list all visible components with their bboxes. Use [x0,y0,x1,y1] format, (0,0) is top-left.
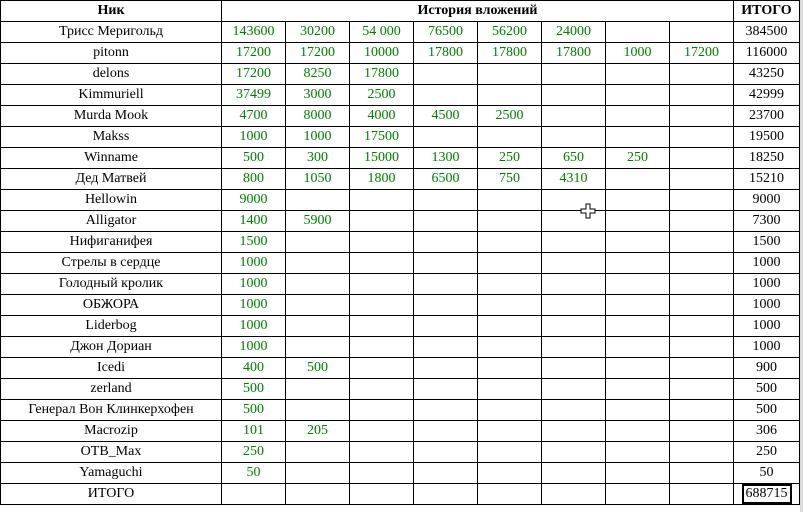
grand-total-value: 688715 [742,484,792,504]
row-total-cell[interactable]: 18250 [734,148,800,169]
investment-cell[interactable]: 205 [286,421,350,442]
nick-cell[interactable]: ОБЖОРА [1,295,222,316]
investment-cell[interactable] [606,64,670,85]
investment-cell[interactable]: 17800 [478,43,542,64]
investment-cell[interactable] [542,85,606,106]
investment-cell[interactable]: 54 000 [350,22,414,43]
investment-cell[interactable]: 1800 [350,169,414,190]
table-row [1,442,800,463]
investment-cell[interactable] [350,316,414,337]
investment-cell[interactable] [414,358,478,379]
row-total-cell[interactable]: 9000 [734,190,800,211]
investment-cell[interactable]: 1000 [222,337,286,358]
investment-cell[interactable]: 1000 [606,43,670,64]
row-total-cell[interactable]: 500 [734,379,800,400]
investment-cell[interactable] [478,463,542,484]
nick-cell[interactable]: Yamaguchi [1,463,222,484]
investment-cell[interactable] [414,127,478,148]
table-row [1,148,800,169]
nick-cell[interactable]: Джон Дориан [1,337,222,358]
investment-cell[interactable]: 800 [222,169,286,190]
nick-cell[interactable]: Murda Mook [1,106,222,127]
investment-cell[interactable] [414,295,478,316]
nick-cell[interactable]: Дед Матвей [1,169,222,190]
investment-cell[interactable] [286,400,350,421]
investment-cell[interactable] [286,316,350,337]
investment-cell[interactable]: 101 [222,421,286,442]
investment-cell[interactable]: 5900 [286,211,350,232]
investment-cell[interactable] [670,463,734,484]
plus-cross-cursor-icon [580,203,596,219]
row-total-cell[interactable]: 1000 [734,295,800,316]
investment-cell[interactable] [670,85,734,106]
investment-cell[interactable] [350,421,414,442]
investment-cell[interactable] [670,274,734,295]
empty-cell[interactable] [478,484,542,505]
investment-cell[interactable] [414,379,478,400]
row-total-cell[interactable]: 384500 [734,22,800,43]
nick-cell[interactable]: Голодный кролик [1,274,222,295]
investment-cell[interactable]: 17200 [222,64,286,85]
investment-cell[interactable] [670,148,734,169]
nick-cell[interactable]: Нифиганифея [1,232,222,253]
investment-cell[interactable] [350,463,414,484]
investment-cell[interactable] [670,64,734,85]
investment-cell[interactable] [670,295,734,316]
empty-cell[interactable] [606,484,670,505]
investment-cell[interactable] [414,253,478,274]
investment-cell[interactable] [478,358,542,379]
investment-cell[interactable] [542,358,606,379]
table-row [1,64,800,85]
row-total-cell[interactable]: 1000 [734,316,800,337]
investment-cell[interactable]: 6500 [414,169,478,190]
table-row [1,421,800,442]
investment-cell[interactable]: 1300 [414,148,478,169]
investment-cell[interactable]: 17800 [414,43,478,64]
investment-cell[interactable] [606,379,670,400]
investment-cell[interactable] [414,463,478,484]
investment-cell[interactable] [478,232,542,253]
investment-cell[interactable] [606,421,670,442]
investment-cell[interactable] [670,379,734,400]
investment-cell[interactable]: 300 [286,148,350,169]
investment-cell[interactable]: 30200 [286,22,350,43]
investment-cell[interactable]: 500 [222,400,286,421]
investment-cell[interactable] [542,421,606,442]
table-row [1,169,800,190]
investment-cell[interactable] [670,211,734,232]
investment-cell[interactable]: 1000 [222,127,286,148]
row-total-cell[interactable]: 42999 [734,85,800,106]
investment-cell[interactable]: 37499 [222,85,286,106]
nick-cell[interactable]: Генерал Вон Клинкерхофен [1,400,222,421]
nick-cell[interactable]: Macrozip [1,421,222,442]
nick-cell[interactable]: OTB_Max [1,442,222,463]
investment-cell[interactable] [542,106,606,127]
investment-cell[interactable] [606,22,670,43]
nick-cell[interactable]: delons [1,64,222,85]
row-total-cell[interactable]: 1000 [734,253,800,274]
investment-cell[interactable] [670,337,734,358]
investment-cell[interactable] [542,295,606,316]
investment-cell[interactable]: 2500 [478,106,542,127]
investment-cell[interactable]: 250 [222,442,286,463]
investment-cell[interactable] [670,232,734,253]
table-row [1,358,800,379]
investment-cell[interactable]: 56200 [478,22,542,43]
investment-cell[interactable] [414,421,478,442]
investment-cell[interactable] [478,253,542,274]
table-row [1,85,800,106]
nick-cell[interactable]: Hellowin [1,190,222,211]
row-total-cell[interactable]: 1000 [734,337,800,358]
investment-cell[interactable]: 1000 [222,253,286,274]
investment-cell[interactable]: 4500 [414,106,478,127]
footer-row [1,484,800,505]
investment-cell[interactable] [670,106,734,127]
investment-cell[interactable]: 1500 [222,232,286,253]
investment-cell[interactable]: 9000 [222,190,286,211]
investment-cell[interactable]: 750 [478,169,542,190]
row-total-cell[interactable]: 250 [734,442,800,463]
investment-cell[interactable] [350,358,414,379]
investment-cell[interactable] [350,442,414,463]
investment-cell[interactable] [670,400,734,421]
investment-cell[interactable] [286,442,350,463]
investment-cell[interactable] [286,379,350,400]
header-nick[interactable]: Ник [1,1,222,22]
table-row [1,274,800,295]
investment-cell[interactable] [670,442,734,463]
row-total-cell[interactable]: 15210 [734,169,800,190]
investment-cell[interactable]: 24000 [542,22,606,43]
investment-cell[interactable] [542,442,606,463]
investment-cell[interactable]: 2500 [350,85,414,106]
investment-cell[interactable] [478,421,542,442]
investment-cell[interactable]: 500 [286,358,350,379]
investment-cell[interactable] [670,22,734,43]
investment-cell[interactable]: 250 [606,148,670,169]
investment-cell[interactable] [286,232,350,253]
investment-cell[interactable] [542,127,606,148]
investment-cell[interactable]: 1050 [286,169,350,190]
investment-cell[interactable] [606,85,670,106]
investment-cell[interactable] [478,442,542,463]
investment-cell[interactable]: 17200 [670,43,734,64]
investment-cell[interactable] [670,358,734,379]
investment-cell[interactable] [670,421,734,442]
nick-cell[interactable]: Трисс Меригольд [1,22,222,43]
header-row [1,1,800,22]
row-total-cell[interactable]: 19500 [734,127,800,148]
investment-cell[interactable]: 143600 [222,22,286,43]
table-row [1,337,800,358]
investment-cell[interactable] [414,64,478,85]
investment-cell[interactable]: 650 [542,148,606,169]
investment-cell[interactable] [542,463,606,484]
investment-cell[interactable] [350,190,414,211]
investment-cell[interactable]: 10000 [350,43,414,64]
investment-cell[interactable] [542,316,606,337]
investment-cell[interactable] [542,253,606,274]
investment-cell[interactable]: 500 [222,148,286,169]
investment-cell[interactable]: 1000 [222,316,286,337]
table-row [1,127,800,148]
investment-cell[interactable] [414,316,478,337]
grand-total-cell[interactable] [734,484,800,505]
investment-cell[interactable] [286,274,350,295]
investment-cell[interactable] [606,463,670,484]
investment-cell[interactable]: 4700 [222,106,286,127]
investment-cell[interactable]: 8000 [286,106,350,127]
footer-label[interactable]: ИТОГО [1,484,222,505]
nick-cell[interactable]: Kimmuriell [1,85,222,106]
investment-cell[interactable] [478,316,542,337]
investment-cell[interactable]: 15000 [350,148,414,169]
investment-cell[interactable] [606,400,670,421]
investment-cell[interactable] [542,232,606,253]
investment-cell[interactable] [542,379,606,400]
investment-cell[interactable]: 17800 [542,43,606,64]
investment-cell[interactable]: 4000 [350,106,414,127]
investment-cell[interactable] [670,316,734,337]
table-row [1,253,800,274]
header-history[interactable]: История вложений [222,1,734,22]
investment-cell[interactable] [606,358,670,379]
table-row [1,190,800,211]
nick-cell[interactable]: Стрелы в сердце [1,253,222,274]
investment-cell[interactable] [414,442,478,463]
investment-cell[interactable] [606,442,670,463]
investment-cell[interactable] [542,400,606,421]
investment-cell[interactable] [350,211,414,232]
investment-cell[interactable] [414,211,478,232]
nick-cell[interactable]: Makss [1,127,222,148]
investment-cell[interactable] [286,295,350,316]
investment-cell[interactable] [350,379,414,400]
investment-cell[interactable]: 17200 [222,43,286,64]
investment-cell[interactable] [606,211,670,232]
investment-cell[interactable] [414,85,478,106]
investment-cell[interactable] [478,400,542,421]
table-row [1,232,800,253]
investment-cell[interactable] [606,316,670,337]
investment-cell[interactable] [606,337,670,358]
investment-cell[interactable]: 250 [478,148,542,169]
investment-cell[interactable] [670,169,734,190]
table-row [1,400,800,421]
investment-cell[interactable] [478,337,542,358]
row-total-cell[interactable]: 7300 [734,211,800,232]
investment-cell[interactable] [350,295,414,316]
nick-cell[interactable]: zerland [1,379,222,400]
investment-cell[interactable] [670,190,734,211]
investment-cell[interactable] [478,274,542,295]
empty-cell[interactable] [414,484,478,505]
empty-cell[interactable] [222,484,286,505]
investment-cell[interactable] [286,253,350,274]
investment-cell[interactable] [606,232,670,253]
table-row [1,316,800,337]
investment-cell[interactable]: 1400 [222,211,286,232]
investment-cell[interactable]: 50 [222,463,286,484]
table-row [1,211,800,232]
investment-cell[interactable]: 3000 [286,85,350,106]
table-row [1,22,800,43]
investment-cell[interactable] [606,253,670,274]
investment-cell[interactable] [670,253,734,274]
table-row [1,379,800,400]
investment-cell[interactable]: 1000 [222,295,286,316]
investment-cell[interactable] [606,127,670,148]
nick-cell[interactable]: Liderbog [1,316,222,337]
investment-cell[interactable] [606,106,670,127]
investment-cell[interactable] [414,400,478,421]
investment-cell[interactable] [606,190,670,211]
table-row [1,43,800,64]
investment-cell[interactable]: 400 [222,358,286,379]
investment-cell[interactable] [478,127,542,148]
investment-cell[interactable] [350,337,414,358]
nick-cell[interactable]: pitonn [1,43,222,64]
investment-cell[interactable] [414,190,478,211]
investment-cell[interactable] [542,64,606,85]
investment-cell[interactable]: 500 [222,379,286,400]
investment-cell[interactable] [606,169,670,190]
investment-cell[interactable] [478,64,542,85]
investment-cell[interactable] [478,295,542,316]
investment-cell[interactable]: 1000 [286,127,350,148]
table-row [1,295,800,316]
nick-cell[interactable]: Alligator [1,211,222,232]
investment-cell[interactable] [350,253,414,274]
investment-cell[interactable] [286,337,350,358]
investment-cell[interactable]: 8250 [286,64,350,85]
row-total-cell[interactable]: 116000 [734,43,800,64]
investment-cell[interactable] [286,190,350,211]
investment-cell[interactable]: 17500 [350,127,414,148]
investment-cell[interactable] [478,190,542,211]
investment-cell[interactable] [606,274,670,295]
investment-cell[interactable] [350,400,414,421]
investment-cell[interactable]: 4310 [542,169,606,190]
investment-cell[interactable] [478,211,542,232]
investment-cell[interactable] [286,463,350,484]
empty-cell[interactable] [542,484,606,505]
row-total-cell[interactable]: 900 [734,358,800,379]
row-total-cell[interactable]: 43250 [734,64,800,85]
row-total-cell[interactable]: 1500 [734,232,800,253]
investment-cell[interactable]: 1000 [222,274,286,295]
nick-cell[interactable]: Winname [1,148,222,169]
investment-cell[interactable]: 76500 [414,22,478,43]
empty-cell[interactable] [350,484,414,505]
investment-cell[interactable] [414,337,478,358]
row-total-cell[interactable]: 1000 [734,274,800,295]
nick-cell[interactable]: Icedi [1,358,222,379]
investment-cell[interactable] [606,295,670,316]
table-row [1,106,800,127]
row-total-cell[interactable]: 50 [734,463,800,484]
row-total-cell[interactable]: 306 [734,421,800,442]
investment-cell[interactable] [414,232,478,253]
investment-cell[interactable] [670,127,734,148]
investment-cell[interactable] [542,274,606,295]
row-total-cell[interactable]: 500 [734,400,800,421]
investment-cell[interactable] [350,232,414,253]
investment-cell[interactable] [542,337,606,358]
investment-cell[interactable]: 17200 [286,43,350,64]
empty-cell[interactable] [286,484,350,505]
table-row [1,463,800,484]
empty-cell[interactable] [670,484,734,505]
investment-cell[interactable] [478,379,542,400]
row-total-cell[interactable]: 23700 [734,106,800,127]
investment-cell[interactable] [478,85,542,106]
investment-cell[interactable] [414,274,478,295]
investment-cell[interactable]: 17800 [350,64,414,85]
header-total[interactable]: ИТОГО [734,1,800,22]
investment-cell[interactable] [350,274,414,295]
